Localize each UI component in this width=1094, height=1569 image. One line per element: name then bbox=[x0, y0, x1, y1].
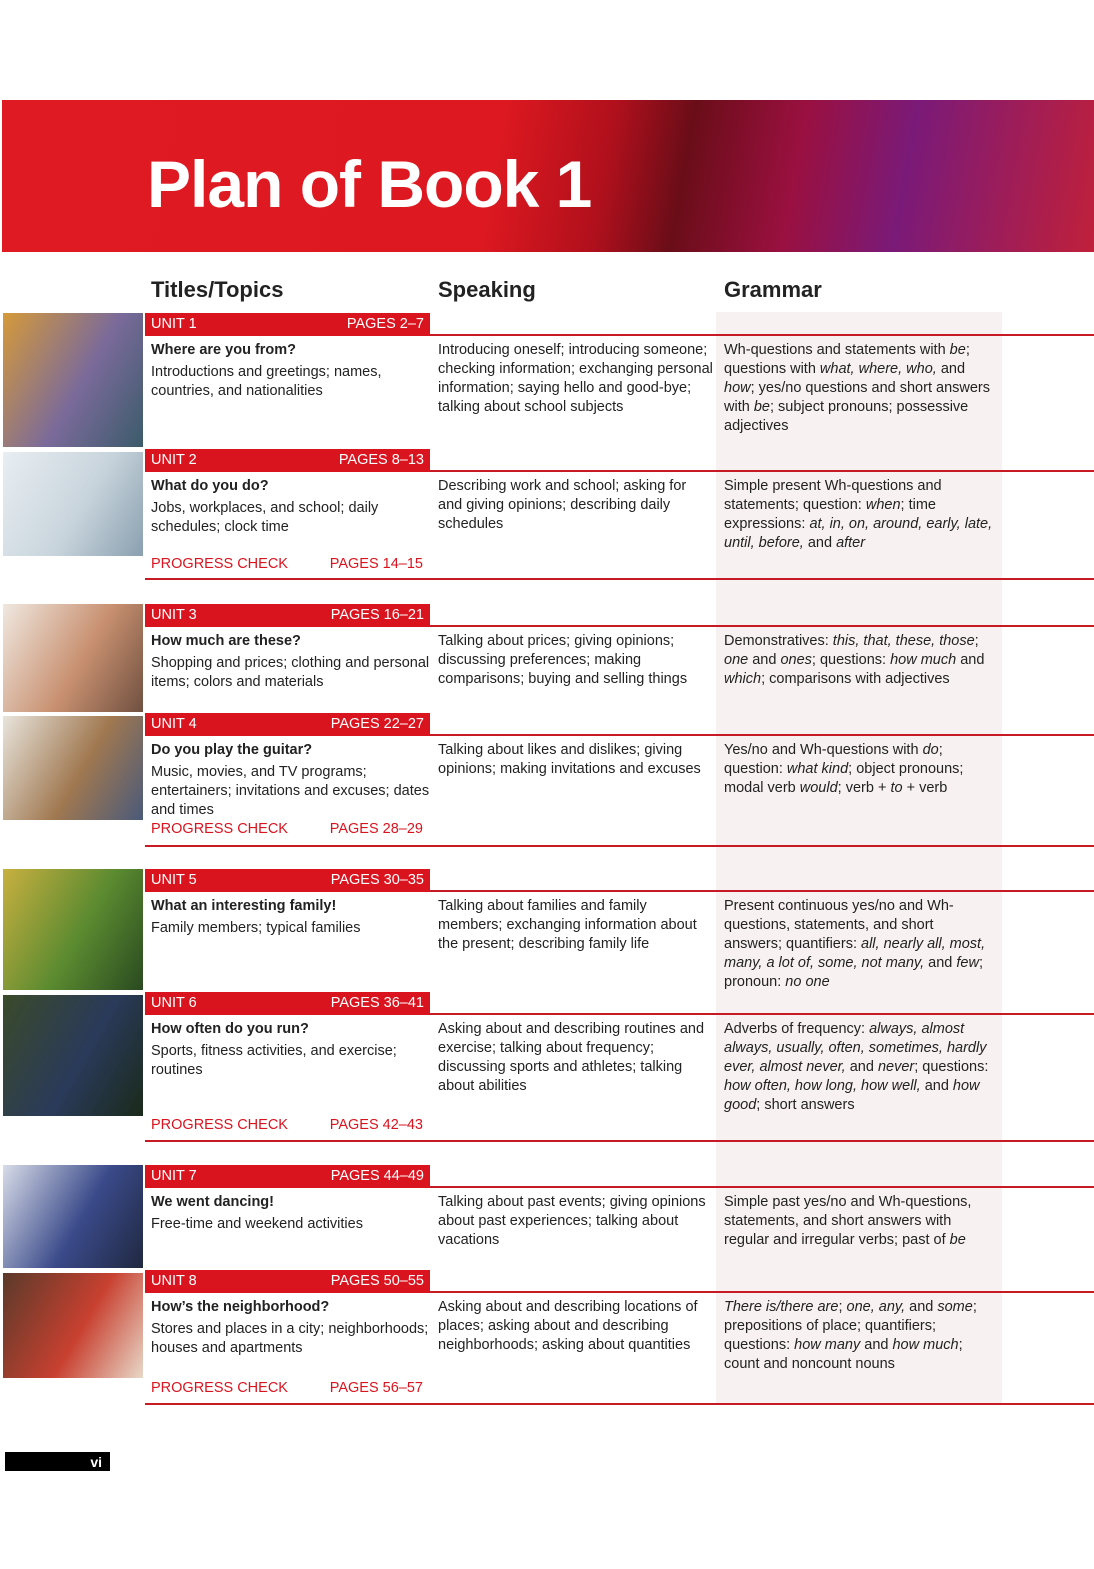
grammar-segment: few bbox=[956, 955, 979, 971]
page-number: vi bbox=[90, 1454, 102, 1470]
title-banner bbox=[2, 100, 1094, 252]
unit-speaking: Talking about families and family members; exchanging information about the present; describing family life bbox=[438, 898, 697, 952]
unit-pages: PAGES 30–35 bbox=[330, 872, 424, 888]
grammar-segment: what, where, who, bbox=[819, 361, 937, 377]
unit-header-bar bbox=[145, 313, 430, 336]
divider bbox=[430, 470, 1094, 472]
grammar-segment: and bbox=[956, 652, 985, 668]
grammar-segment: ; subject pronouns; possessive adjectives bbox=[724, 399, 969, 434]
unit-speaking: Talking about likes and dislikes; giving opinions; making invitations and excuses bbox=[438, 742, 701, 777]
divider bbox=[430, 890, 1094, 892]
section-divider bbox=[145, 578, 1094, 580]
progress-check-label: PROGRESS CHECK bbox=[151, 556, 288, 572]
unit-speaking: Introducing oneself; introducing someone; checking information; exchanging personal information; saying hello and good-bye; talking about school subjects bbox=[438, 342, 713, 415]
grammar-segment: be bbox=[949, 342, 966, 358]
unit-header-bar bbox=[145, 604, 430, 627]
unit-number: UNIT 6 bbox=[151, 995, 197, 1011]
unit-number: UNIT 8 bbox=[151, 1273, 197, 1289]
unit-topics: Family members; typical families bbox=[151, 920, 361, 936]
grammar-segment: how much bbox=[890, 652, 957, 668]
unit-photo bbox=[3, 869, 143, 990]
grammar-segment: at, in, on, around, early, late, until, before, bbox=[724, 516, 993, 551]
unit-number: UNIT 1 bbox=[151, 316, 197, 332]
unit-title: Where are you from? bbox=[151, 342, 297, 358]
unit-speaking: Talking about prices; giving opinions; discussing preferences; making comparisons; buying and selling things bbox=[438, 633, 688, 687]
unit-title: We went dancing! bbox=[151, 1194, 274, 1210]
progress-check-label: PROGRESS CHECK bbox=[151, 1380, 288, 1396]
grammar-segment: what kind bbox=[786, 761, 849, 777]
grammar-segment: and bbox=[936, 361, 966, 377]
unit-pages: PAGES 36–41 bbox=[330, 995, 424, 1011]
page-title: Plan of Book 1 bbox=[147, 147, 592, 221]
grammar-segment: do bbox=[922, 742, 939, 758]
divider bbox=[430, 1013, 1094, 1015]
grammar-segment: how good bbox=[724, 1078, 980, 1113]
unit-pages: PAGES 16–21 bbox=[330, 607, 424, 623]
grammar-segment: ; time expressions: bbox=[724, 497, 936, 532]
unit-photo bbox=[3, 716, 143, 820]
column-header-grammar: Grammar bbox=[724, 277, 822, 302]
grammar-segment: never bbox=[877, 1059, 915, 1075]
unit-titles-cell bbox=[151, 1020, 431, 1080]
grammar-segment: ; bbox=[974, 633, 979, 649]
column-header-titles: Titles/Topics bbox=[151, 277, 284, 302]
progress-check-pages: PAGES 42–43 bbox=[329, 1117, 423, 1133]
unit-title: What do you do? bbox=[151, 478, 269, 494]
progress-check-label: PROGRESS CHECK bbox=[151, 821, 288, 837]
grammar-segment: Yes/no and Wh-questions with bbox=[724, 742, 923, 758]
unit-header-bar bbox=[145, 449, 430, 472]
unit-title: How much are these? bbox=[151, 633, 301, 649]
unit-topics: Stores and places in a city; neighborhoods; houses and apartments bbox=[151, 1321, 429, 1356]
progress-check-pages: PAGES 56–57 bbox=[329, 1380, 423, 1396]
unit-grammar bbox=[724, 477, 994, 553]
grammar-segment: all, nearly all, most, many, a lot of, some, not many, bbox=[724, 936, 986, 971]
unit-header-bar bbox=[145, 1165, 430, 1188]
unit-speaking: Talking about past events; giving opinions about past experiences; talking about vacations bbox=[438, 1194, 706, 1248]
section-divider bbox=[145, 1403, 1094, 1405]
unit-photo bbox=[3, 452, 143, 556]
unit-number: UNIT 5 bbox=[151, 872, 197, 888]
divider bbox=[430, 625, 1094, 627]
grammar-segment: this, that, these, those bbox=[832, 633, 975, 649]
grammar-segment: how much bbox=[892, 1337, 959, 1353]
grammar-segment: + verb bbox=[902, 780, 948, 796]
page-number-tab bbox=[5, 1452, 110, 1471]
grammar-segment: Simple past yes/no and Wh-questions, statements, and short answers with regular and irregular verbs; past of bbox=[724, 1194, 972, 1248]
unit-titles-cell bbox=[151, 897, 431, 938]
grammar-segment: ; count and noncount nouns bbox=[724, 1337, 963, 1372]
unit-photo bbox=[3, 1273, 143, 1378]
grammar-segment: ; questions: bbox=[811, 652, 891, 668]
unit-grammar bbox=[724, 741, 994, 798]
section-divider bbox=[145, 845, 1094, 847]
divider bbox=[430, 334, 1094, 336]
grammar-segment: ; verb + bbox=[837, 780, 891, 796]
unit-pages: PAGES 22–27 bbox=[330, 716, 424, 732]
grammar-segment: There is/there are bbox=[724, 1299, 839, 1315]
grammar-segment: ; short answers bbox=[756, 1097, 855, 1113]
unit-header-bar bbox=[145, 992, 430, 1015]
progress-check-pages: PAGES 28–29 bbox=[329, 821, 423, 837]
unit-grammar bbox=[724, 632, 994, 689]
unit-titles-cell bbox=[151, 741, 431, 820]
unit-titles-cell bbox=[151, 477, 431, 537]
section-divider bbox=[145, 1140, 1094, 1142]
column-header-speaking: Speaking bbox=[438, 277, 536, 302]
grammar-segment: which bbox=[724, 671, 762, 687]
grammar-segment: Wh-questions and statements with bbox=[724, 342, 950, 358]
unit-pages: PAGES 8–13 bbox=[338, 452, 424, 468]
grammar-segment: Simple present Wh-questions and statements; question: bbox=[724, 478, 942, 513]
unit-topics: Music, movies, and TV programs; entertainers; invitations and excuses; dates and times bbox=[151, 764, 430, 818]
grammar-segment: ; questions with bbox=[724, 342, 970, 377]
unit-grammar bbox=[724, 897, 994, 992]
progress-check bbox=[151, 1117, 423, 1133]
unit-titles-cell bbox=[151, 1298, 431, 1358]
unit-titles-cell bbox=[151, 341, 431, 401]
unit-topics: Free-time and weekend activities bbox=[151, 1216, 363, 1232]
grammar-segment: and bbox=[905, 1299, 938, 1315]
grammar-segment: Present continuous yes/no and Wh-questions, statements, and short answers; quantifiers: bbox=[724, 898, 954, 952]
grammar-segment: no one bbox=[785, 974, 830, 990]
unit-titles-cell bbox=[151, 1193, 431, 1234]
unit-photo bbox=[3, 313, 143, 447]
grammar-segment: how bbox=[724, 380, 751, 396]
unit-photo bbox=[3, 1165, 143, 1268]
unit-header-bar bbox=[145, 869, 430, 892]
grammar-segment: and bbox=[860, 1337, 893, 1353]
grammar-segment: would bbox=[799, 780, 838, 796]
unit-photo bbox=[3, 995, 143, 1116]
grammar-segment: Demonstratives: bbox=[724, 633, 833, 649]
progress-check-pages: PAGES 14–15 bbox=[329, 556, 423, 572]
grammar-segment: be bbox=[949, 1232, 966, 1248]
progress-check bbox=[151, 556, 423, 572]
grammar-segment: some bbox=[937, 1299, 973, 1315]
grammar-segment: and bbox=[920, 1078, 953, 1094]
grammar-segment: Adverbs of frequency: bbox=[724, 1021, 870, 1037]
unit-title: Do you play the guitar? bbox=[151, 742, 313, 758]
unit-titles-cell bbox=[151, 632, 431, 692]
unit-number: UNIT 2 bbox=[151, 452, 197, 468]
grammar-segment: to bbox=[890, 780, 903, 796]
unit-header-bar bbox=[145, 1270, 430, 1293]
unit-pages: PAGES 50–55 bbox=[330, 1273, 424, 1289]
grammar-segment: and bbox=[748, 652, 781, 668]
unit-number: UNIT 3 bbox=[151, 607, 197, 623]
grammar-segment: ; prepositions of place; quantifiers; questions: bbox=[724, 1299, 977, 1353]
grammar-segment: after bbox=[836, 535, 866, 551]
unit-title: What an interesting family! bbox=[151, 898, 337, 914]
grammar-segment: ; comparisons with adjectives bbox=[761, 671, 950, 687]
grammar-segment: and bbox=[803, 535, 837, 551]
grammar-segment: and bbox=[845, 1059, 878, 1075]
unit-speaking: Describing work and school; asking for and giving opinions; describing daily schedules bbox=[438, 478, 687, 532]
unit-pages: PAGES 2–7 bbox=[346, 316, 424, 332]
unit-header-bar bbox=[145, 713, 430, 736]
grammar-segment: ; yes/no questions and short answers with bbox=[724, 380, 990, 415]
progress-check bbox=[151, 821, 423, 837]
grammar-segment: ; bbox=[838, 1299, 847, 1315]
grammar-segment: how often, how long, how well, bbox=[724, 1078, 921, 1094]
unit-number: UNIT 7 bbox=[151, 1168, 197, 1184]
grammar-segment: always, almost always, usually, often, sometimes, hardly ever, almost never, bbox=[724, 1021, 987, 1075]
unit-photo bbox=[3, 604, 143, 712]
grammar-segment: ; question: bbox=[724, 742, 943, 777]
unit-pages: PAGES 44–49 bbox=[330, 1168, 424, 1184]
grammar-segment: ones bbox=[780, 652, 812, 668]
unit-title: How’s the neighborhood? bbox=[151, 1299, 330, 1315]
grammar-segment: ; object pronouns; modal verb bbox=[724, 761, 964, 796]
grammar-segment: one, any, bbox=[846, 1299, 906, 1315]
unit-speaking: Asking about and describing routines and exercise; talking about frequency; discussing sports and athletes; talking about abilities bbox=[438, 1021, 705, 1094]
unit-speaking: Asking about and describing locations of places; asking about and describing neighborhoods; asking about quantities bbox=[438, 1299, 698, 1353]
unit-grammar bbox=[724, 1020, 994, 1115]
grammar-segment: one bbox=[724, 652, 749, 668]
grammar-segment: when bbox=[865, 497, 901, 513]
grammar-segment: how many bbox=[794, 1337, 861, 1353]
unit-topics: Sports, fitness activities, and exercise; routines bbox=[151, 1043, 397, 1078]
progress-check-label: PROGRESS CHECK bbox=[151, 1117, 288, 1133]
unit-topics: Jobs, workplaces, and school; daily schedules; clock time bbox=[151, 500, 379, 535]
grammar-segment: ; pronoun: bbox=[724, 955, 983, 990]
unit-grammar bbox=[724, 1193, 994, 1250]
divider bbox=[430, 1186, 1094, 1188]
unit-grammar bbox=[724, 1298, 994, 1374]
divider bbox=[430, 1291, 1094, 1293]
progress-check bbox=[151, 1380, 423, 1396]
unit-topics: Shopping and prices; clothing and personal items; colors and materials bbox=[151, 655, 430, 690]
grammar-segment: and bbox=[924, 955, 957, 971]
grammar-segment: ; questions: bbox=[914, 1059, 989, 1075]
divider bbox=[430, 734, 1094, 736]
grammar-segment: be bbox=[753, 399, 770, 415]
unit-title: How often do you run? bbox=[151, 1021, 309, 1037]
unit-number: UNIT 4 bbox=[151, 716, 197, 732]
unit-grammar bbox=[724, 341, 994, 436]
unit-topics: Introductions and greetings; names, countries, and nationalities bbox=[151, 364, 382, 399]
